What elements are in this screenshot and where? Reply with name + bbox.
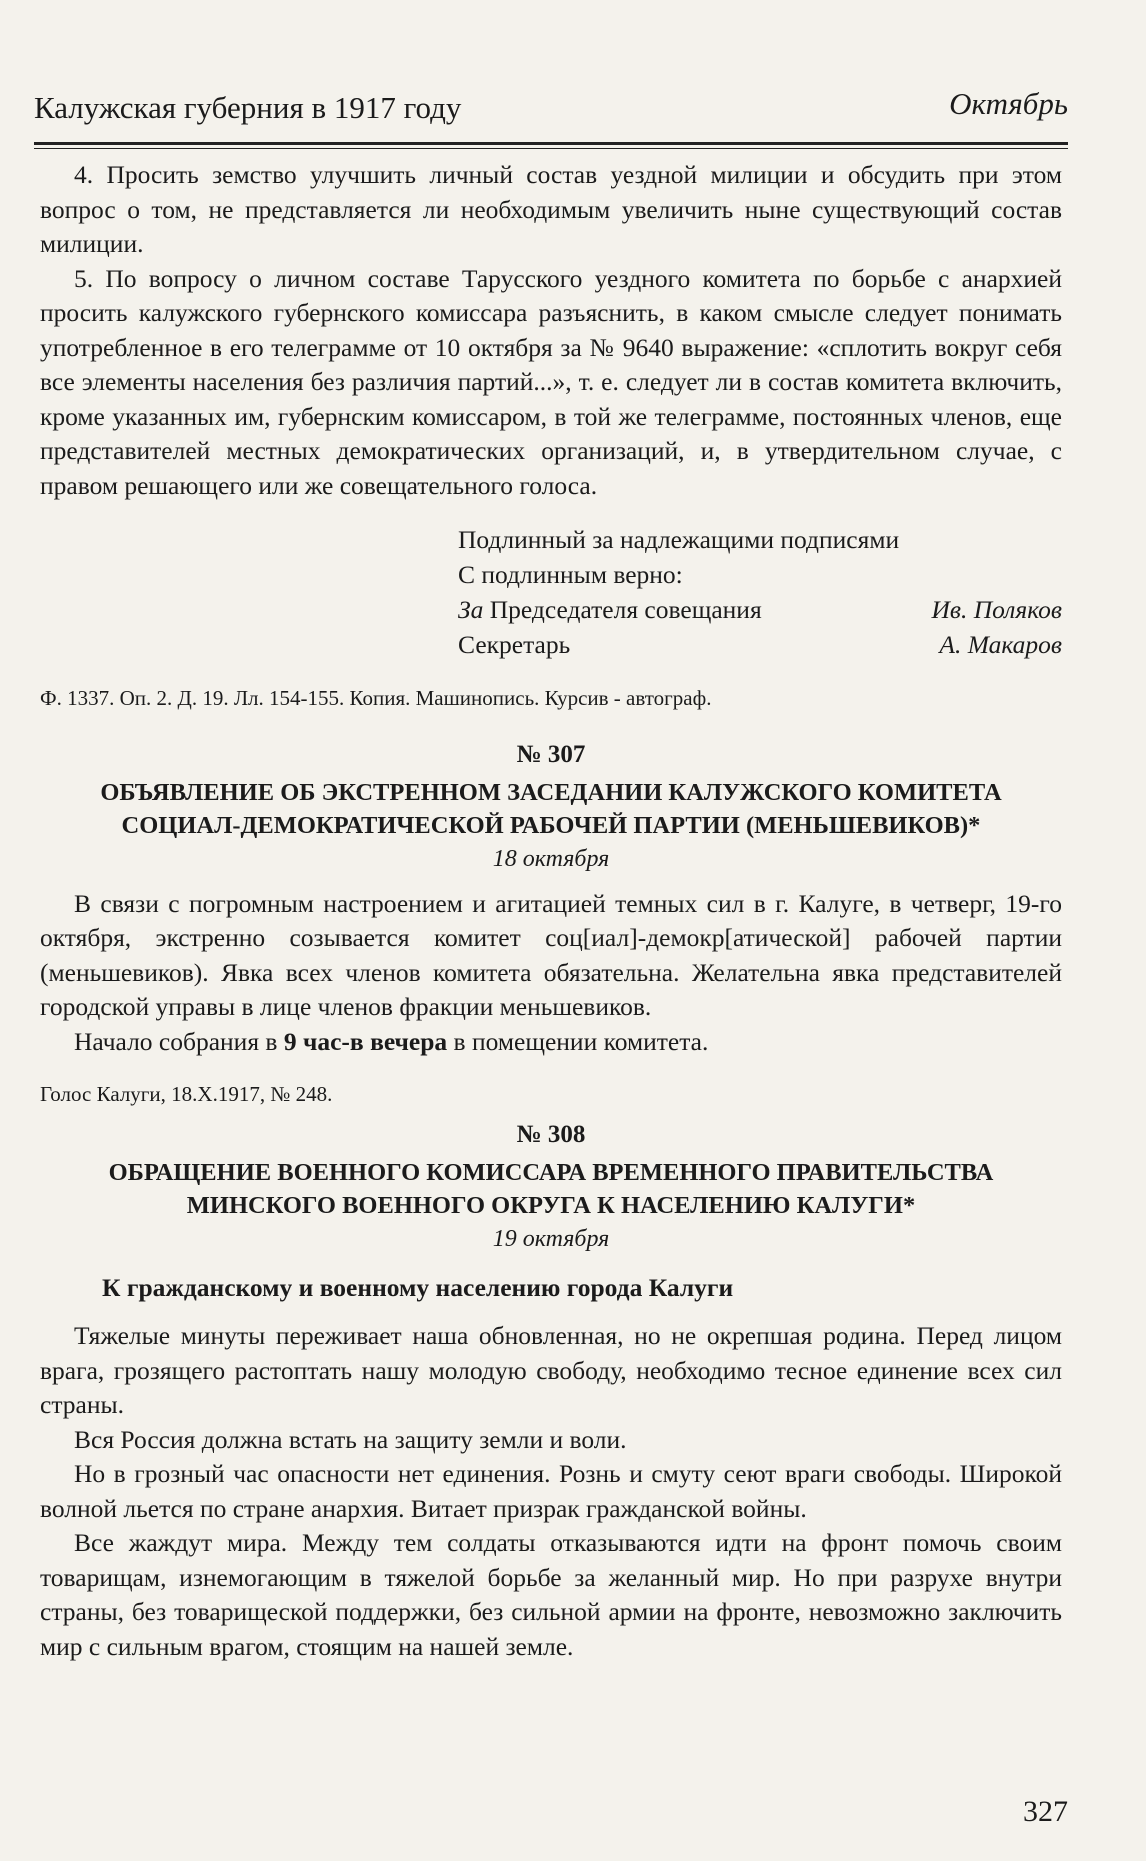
- paragraph-item-4: 4. Просить земство улучшить личный состав уездной милиции и обсудить при этом вопрос о том, не представляется ли необходимым увеличить ныне существующий состав милиции.: [40, 160, 1062, 258]
- doc-307-number: № 307: [516, 740, 586, 768]
- page-body: [40, 158, 1062, 1664]
- doc-308-paragraph-1: Тяжелые минуты переживает наша обновленная, но не окрепшая родина. Перед лицом врага, грозящего растоптать нашу молодую свободу, необходимо тесное единение всех сил страны.: [40, 1321, 1062, 1419]
- header-rule-thin: [34, 148, 1068, 149]
- doc-308-number: № 308: [516, 1120, 586, 1148]
- paragraph-item-5: 5. По вопросу о личном составе Тарусского уездного комитета по борьбе с анархией просить калужского губернского комиссара разъяснить, в каком смысле следует понимать употребленное в его телеграмме от 10 октября за № 9640 выражение: «сплотить вокруг себя все элементы населения без различия партий...», т. е. следует ли в состав комитета включить, кроме указанных им, губернским комиссаром, в той же телеграмме, постоянных членов, еще представителей местных демократических организаций, и, в утвердительном случае, с правом решающего или же совещательного голоса.: [40, 263, 1062, 500]
- page-number: 327: [1023, 1795, 1068, 1828]
- header-rule-thick: [34, 142, 1068, 145]
- archive-source: Ф. 1337. Оп. 2. Д. 19. Лл. 154-155. Копия. Машинопись. Курсив - автограф.: [40, 686, 712, 710]
- signature-name-1: Ив. Поляков: [931, 595, 1062, 624]
- header-title: Калужская губерния в 1917 году: [34, 90, 462, 125]
- signature-line-1: Подлинный за надлежащими подписями: [458, 525, 900, 554]
- signature-role-1: За Председателя совещания: [458, 595, 762, 624]
- signature-za: За: [458, 595, 484, 624]
- doc-307-source: Голос Калуги, 18.X.1917, № 248.: [40, 1082, 333, 1106]
- header-month: Октябрь: [949, 86, 1068, 121]
- doc-308-paragraph-4: Все жаждут мира. Между тем солдаты отказываются идти на фронт помочь своим товарищам, изнемогающим в тяжелой борьбе за желанный мир. Но при разрухе внутри страны, без товарищеской поддержки, без сильной армии на фронте, невозможно заключить мир с сильным врагом, стоящим на нашей земле.: [40, 1528, 1062, 1661]
- signature-name-2: А. Макаров: [939, 630, 1062, 659]
- doc-307-paragraph-2: Начало собрания в 9 час-в вечера в помещении комитета.: [74, 1026, 709, 1056]
- running-header: [34, 86, 1068, 136]
- signature-block: [40, 523, 1062, 663]
- doc-308-paragraph-3: Но в грозный час опасности нет единения. Рознь и смуту сеют враги свободы. Широкой волной льется по стране анархия. Витает призрак гражданской войны.: [40, 1459, 1062, 1523]
- doc-307-title-line-1: ОБЪЯВЛЕНИЕ ОБ ЭКСТРЕННОМ ЗАСЕДАНИИ КАЛУЖСКОГО КОМИТЕТА: [100, 779, 1002, 806]
- doc-308-subheading: К гражданскому и военному населению города Калуги: [102, 1272, 734, 1302]
- doc-307-date: 18 октября: [492, 846, 610, 872]
- doc-308-date: 19 октября: [492, 1226, 610, 1252]
- doc-308-title-line-2: МИНСКОГО ВОЕННОГО ОКРУГА К НАСЕЛЕНИЮ КАЛУГИ*: [186, 1192, 916, 1219]
- doc-308-paragraph-2: Вся Россия должна встать на защиту земли и воли.: [74, 1424, 627, 1454]
- signature-role-2: Секретарь: [458, 630, 571, 659]
- doc-307-paragraph-1: В связи с погромным настроением и агитацией темных сил в г. Калуге, в четверг, 19-го октября, экстренно созывается комитет соц[иал]-демокр[атической] рабочей партии (меньшевиков). Явка всех членов комитета обязательна. Желательна явка представителей городской управы в лице членов фракции меньшевиков.: [40, 888, 1062, 1021]
- signature-line-2: С подлинным верно:: [458, 560, 683, 589]
- doc-307-title-line-2: СОЦИАЛ-ДЕМОКРАТИЧЕСКОЙ РАБОЧЕЙ ПАРТИИ (МЕНЬШЕВИКОВ)*: [121, 812, 981, 839]
- meeting-time: 9 час-в вечера: [283, 1026, 448, 1056]
- doc-308-title-line-1: ОБРАЩЕНИЕ ВОЕННОГО КОМИССАРА ВРЕМЕННОГО ПРАВИТЕЛЬСТВА: [108, 1159, 994, 1186]
